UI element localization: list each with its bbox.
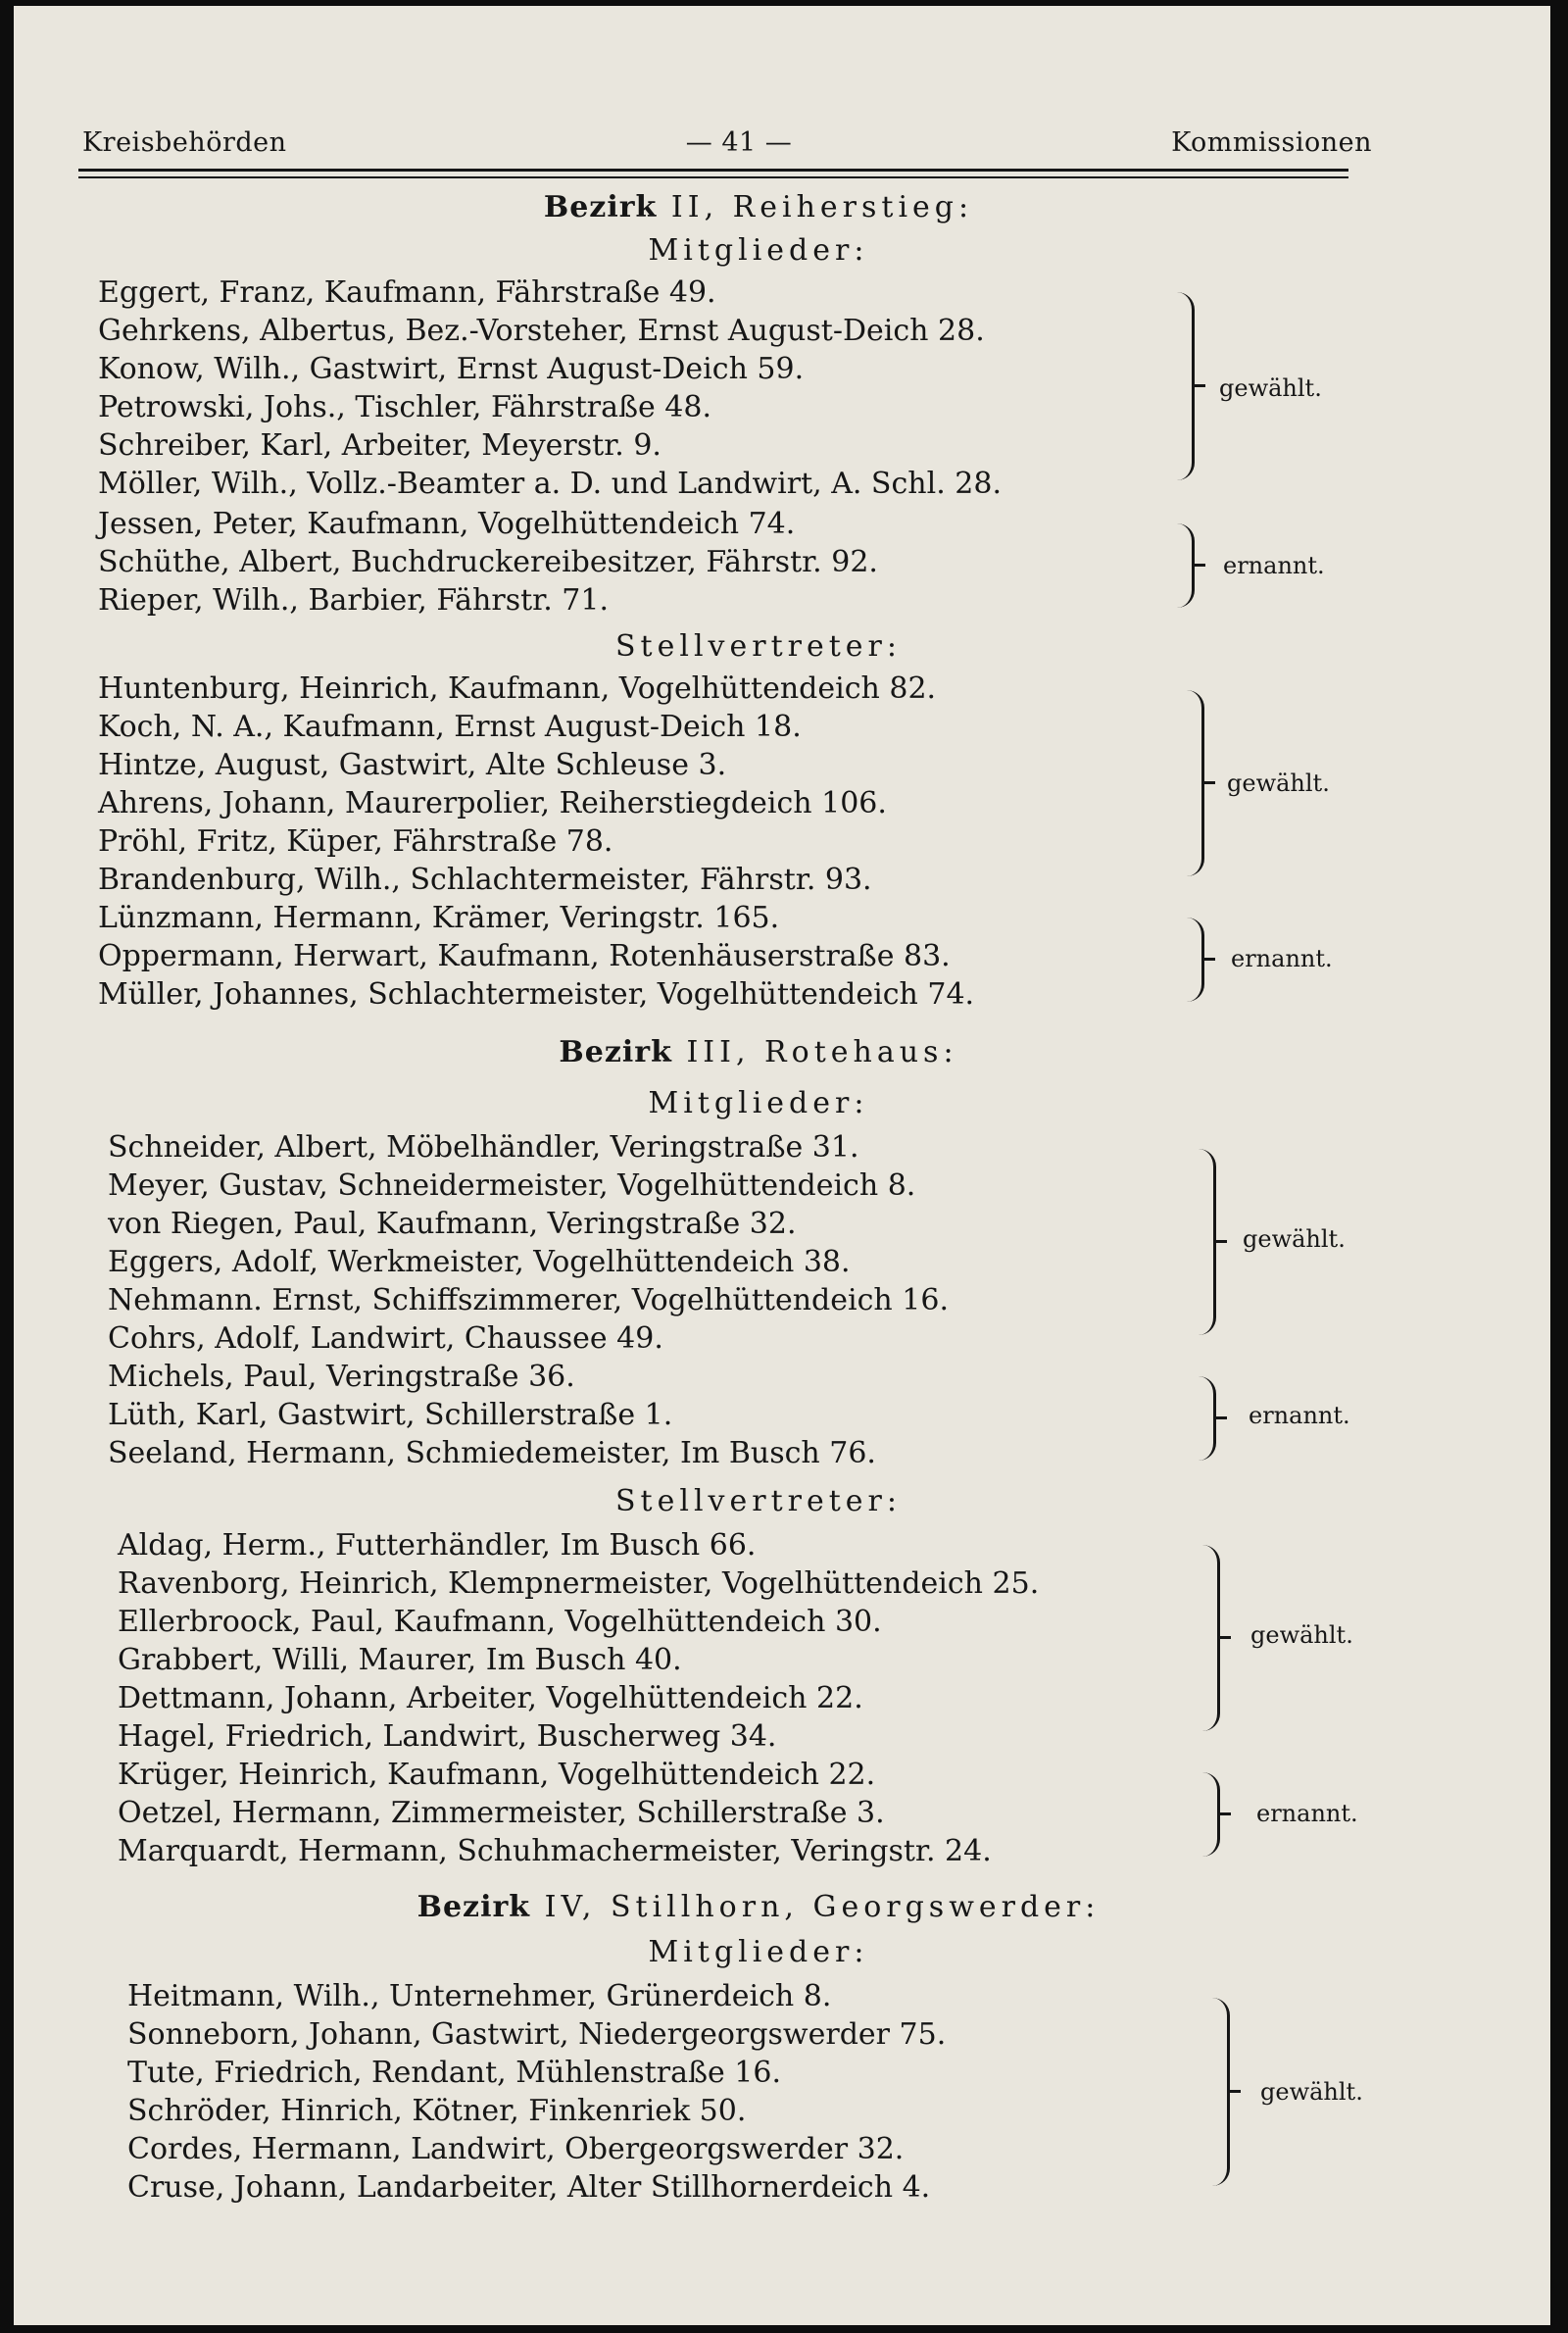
- section-title-rest: IV, Stillhorn, Georgswerder:: [544, 1890, 1101, 1924]
- group-label: gewählt.: [1227, 769, 1330, 797]
- list-entry: Rieper, Wilh., Barbier, Fährstr. 71.: [98, 583, 609, 618]
- list-entry: Tute, Friedrich, Rendant, Mühlenstraße 16.: [127, 2056, 782, 2090]
- list-entry: Ahrens, Johann, Maurerpolier, Reiherstiegdeich 106.: [98, 786, 887, 820]
- group-subtitle: Mitglieder:: [648, 1935, 869, 1969]
- running-header-right: Kommissionen: [1171, 127, 1372, 158]
- list-entry: Hagel, Friedrich, Landwirt, Buscherweg 34.: [118, 1719, 777, 1754]
- list-entry: Nehmann. Ernst, Schiffszimmerer, Vogelhüttendeich 16.: [108, 1283, 949, 1317]
- list-entry: Konow, Wilh., Gastwirt, Ernst August-Deich 59.: [98, 352, 805, 386]
- group-subtitle: Stellvertreter:: [614, 629, 902, 664]
- list-entry: Cordes, Hermann, Landwirt, Obergeorgswerder 32.: [127, 2132, 905, 2166]
- section-title: [14, 1035, 1503, 1069]
- group-label: ernannt.: [1231, 945, 1333, 972]
- list-entry: Lünzmann, Hermann, Krämer, Veringstr. 165.: [98, 901, 780, 935]
- group-label: gewählt.: [1219, 374, 1322, 402]
- list-entry: Schreiber, Karl, Arbeiter, Meyerstr. 9.: [98, 428, 662, 463]
- section-title-bold: Bezirk: [559, 1035, 672, 1069]
- list-entry: Eggers, Adolf, Werkmeister, Vogelhüttendeich 38.: [108, 1245, 851, 1279]
- list-entry: Sonneborn, Johann, Gastwirt, Niedergeorgswerder 75.: [127, 2017, 947, 2052]
- list-entry: Seeland, Hermann, Schmiedemeister, Im Busch 76.: [108, 1436, 876, 1470]
- section-title-rest: III, Rotehaus:: [686, 1035, 958, 1069]
- list-entry: Meyer, Gustav, Schneidermeister, Vogelhüttendeich 8.: [108, 1168, 916, 1203]
- list-entry: Oetzel, Hermann, Zimmermeister, Schillerstraße 3.: [118, 1796, 885, 1830]
- group-label: ernannt.: [1256, 1800, 1358, 1827]
- grouping-brace: [1186, 690, 1204, 876]
- list-entry: Möller, Wilh., Vollz.-Beamter a. D. und Landwirt, A. Schl. 28.: [98, 467, 1002, 501]
- section-title-bold: Bezirk: [543, 190, 658, 224]
- group-subtitle: Mitglieder:: [648, 233, 869, 268]
- grouping-brace: [1176, 292, 1195, 480]
- group-subtitle: Stellvertreter:: [614, 1484, 902, 1518]
- list-entry: Huntenburg, Heinrich, Kaufmann, Vogelhüttendeich 82.: [98, 671, 937, 706]
- grouping-brace: [1201, 1772, 1220, 1857]
- group-label: gewählt.: [1250, 1621, 1353, 1649]
- list-entry: Jessen, Peter, Kaufmann, Vogelhüttendeich 74.: [98, 507, 796, 541]
- list-entry: Aldag, Herm., Futterhändler, Im Busch 66.: [118, 1528, 757, 1563]
- running-header-left: Kreisbehörden: [82, 127, 287, 158]
- list-entry: Dettmann, Johann, Arbeiter, Vogelhüttendeich 22.: [118, 1681, 863, 1715]
- list-entry: Ravenborg, Heinrich, Klempnermeister, Vogelhüttendeich 25.: [118, 1566, 1040, 1601]
- section-title: [14, 1890, 1503, 1924]
- group-subtitle: Mitglieder:: [648, 1086, 869, 1120]
- list-entry: Hintze, August, Gastwirt, Alte Schleuse 3.: [98, 748, 727, 782]
- group-label: gewählt.: [1243, 1225, 1346, 1253]
- list-entry: Marquardt, Hermann, Schuhmachermeister, Veringstr. 24.: [118, 1834, 992, 1868]
- list-entry: Koch, N. A., Kaufmann, Ernst August-Deich 18.: [98, 710, 802, 744]
- grouping-brace: [1211, 1998, 1230, 2186]
- list-entry: Ellerbroock, Paul, Kaufmann, Vogelhüttendeich 30.: [118, 1605, 882, 1639]
- grouping-brace: [1198, 1376, 1216, 1461]
- list-entry: Cruse, Johann, Landarbeiter, Alter Stillhornerdeich 4.: [127, 2170, 931, 2205]
- list-entry: Gehrkens, Albertus, Bez.-Vorsteher, Ernst August-Deich 28.: [98, 314, 985, 348]
- grouping-brace: [1176, 523, 1195, 608]
- list-entry: Heitmann, Wilh., Unternehmer, Grünerdeich 8.: [127, 1979, 832, 2013]
- list-entry: Petrowski, Johs., Tischler, Fährstraße 48.: [98, 390, 712, 424]
- list-entry: Schüthe, Albert, Buchdruckereibesitzer, Fährstr. 92.: [98, 545, 878, 579]
- grouping-brace: [1186, 918, 1204, 1002]
- header-rule: [78, 176, 1348, 178]
- list-entry: Brandenburg, Wilh., Schlachtermeister, Fährstr. 93.: [98, 863, 872, 897]
- list-entry: von Riegen, Paul, Kaufmann, Veringstraße 32.: [108, 1207, 797, 1241]
- list-entry: Pröhl, Fritz, Küper, Fährstraße 78.: [98, 824, 613, 859]
- grouping-brace: [1201, 1545, 1220, 1731]
- page-number: — 41 —: [685, 127, 793, 158]
- list-entry: Michels, Paul, Veringstraße 36.: [108, 1360, 575, 1394]
- section-title: [14, 190, 1503, 224]
- list-entry: Oppermann, Herwart, Kaufmann, Rotenhäuserstraße 83.: [98, 939, 951, 973]
- group-label: ernannt.: [1249, 1402, 1350, 1429]
- list-entry: Schröder, Hinrich, Kötner, Finkenriek 50.: [127, 2094, 747, 2128]
- list-entry: Müller, Johannes, Schlachtermeister, Vogelhüttendeich 74.: [98, 977, 975, 1012]
- list-entry: Eggert, Franz, Kaufmann, Fährstraße 49.: [98, 275, 716, 310]
- list-entry: Lüth, Karl, Gastwirt, Schillerstraße 1.: [108, 1398, 673, 1432]
- list-entry: Krüger, Heinrich, Kaufmann, Vogelhüttendeich 22.: [118, 1758, 876, 1792]
- grouping-brace: [1198, 1149, 1216, 1335]
- list-entry: Cohrs, Adolf, Landwirt, Chaussee 49.: [108, 1321, 663, 1356]
- document-page: [14, 6, 1550, 2325]
- group-label: gewählt.: [1260, 2078, 1363, 2106]
- list-entry: Schneider, Albert, Möbelhändler, Veringstraße 31.: [108, 1130, 859, 1165]
- section-title-bold: Bezirk: [416, 1890, 531, 1924]
- group-label: ernannt.: [1223, 552, 1325, 579]
- section-title-rest: II, Reiherstieg:: [670, 190, 974, 224]
- header-rule: [78, 169, 1348, 172]
- list-entry: Grabbert, Willi, Maurer, Im Busch 40.: [118, 1643, 682, 1677]
